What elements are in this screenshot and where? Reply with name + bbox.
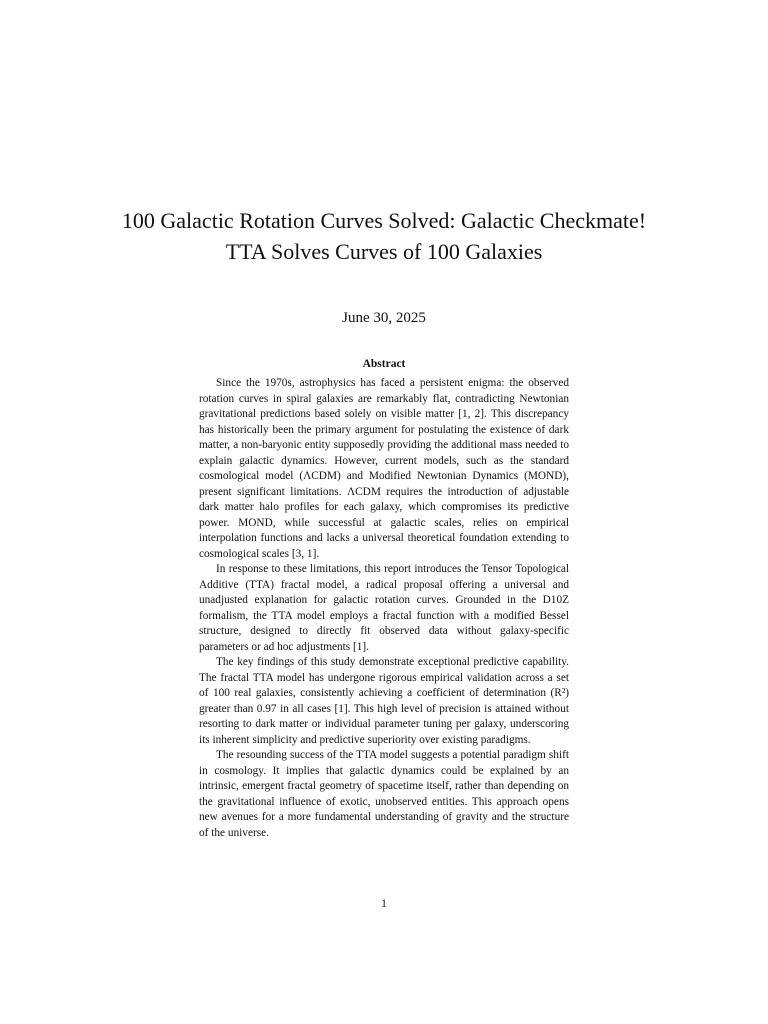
- page-number: 1: [381, 898, 387, 910]
- abstract-heading: Abstract: [362, 358, 406, 370]
- abstract-paragraph: The resounding success of the TTA model suggests a potential paradigm shift in cosmology. It implies that galactic dynamics could be explained by an intrinsic, emergent fractal geometry of spacetime itself, rather than depending on the gravitational influence of exotic, unobserved entities. This approach opens new avenues for a more fundamental understanding of gravity and the structure of the universe.: [199, 749, 569, 839]
- abstract-paragraph: In response to these limitations, this report introduces the Tensor Topological Additive (TTA) fractal model, a radical proposal offering a universal and unadjusted explanation for galactic rotation curves. Grounded in the D10Z formalism, the TTA model employs a fractal function with a modified Bessel structure, designed to directly fit observed data without galaxy-specific parameters or ad hoc adjustments [1].: [199, 563, 569, 653]
- abstract-paragraph: The key findings of this study demonstrate exceptional predictive capability. The fractal TTA model has undergone rigorous empirical validation across a set of 100 real galaxies, consistently achieving a coefficient of determination (R²) greater than 0.97 in all cases [1]. This high level of precision is attained without resorting to dark matter or individual parameter tuning per galaxy, underscoring its inherent simplicity and predictive superiority over existing paradigms.: [199, 656, 569, 746]
- paper-title: 100 Galactic Rotation Curves Solved: Galactic Checkmate! TTA Solves Curves of 100 Galaxies: [121, 208, 647, 264]
- abstract-paragraph: Since the 1970s, astrophysics has faced a persistent enigma: the observed rotation curves in spiral galaxies are remarkably flat, contradicting Newtonian gravitational predictions based solely on visible matter [1, 2]. This discrepancy has historically been the primary argument for postulating the existence of dark matter, a non-baryonic entity supposedly providing the additional mass needed to explain galactic dynamics. However, current models, such as the standard cosmological model (ΛCDM) and Modified Newtonian Dynamics (MOND), present significant limitations. ΛCDM requires the introduction of adjustable dark matter halo profiles for each galaxy, which compromises its predictive power. MOND, while successful at galactic scales, relies on empirical interpolation functions and lacks a universal theoretical foundation extending to cosmological scales [3, 1].: [199, 377, 569, 560]
- abstract-body: [199, 376, 569, 841]
- paper-date: June 30, 2025: [342, 310, 426, 326]
